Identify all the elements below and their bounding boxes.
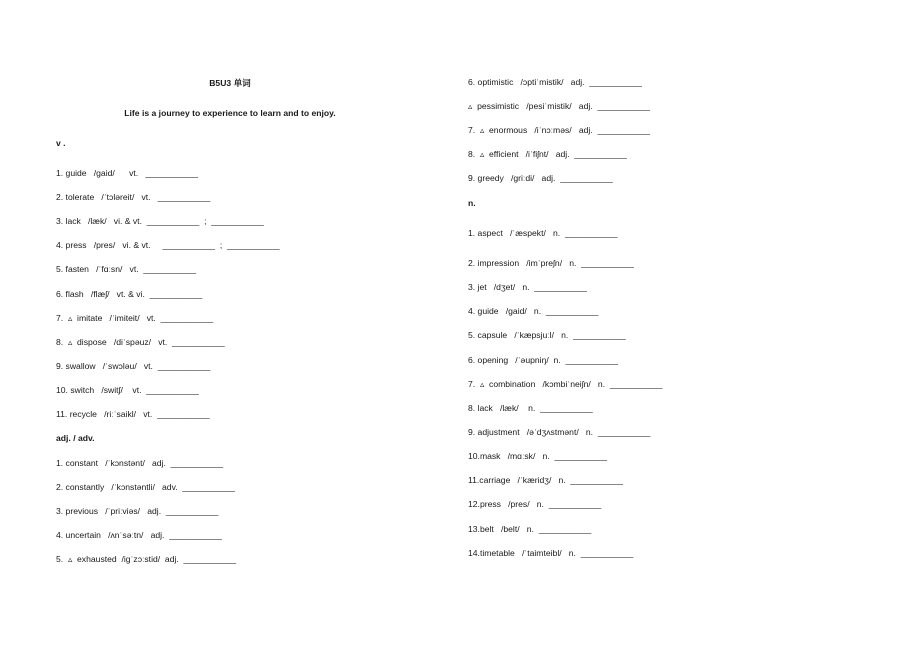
vocab-item: 7. ▵ imitate /ˈimiteit/ vt. ___________ bbox=[56, 313, 214, 323]
vocab-item: 2. impression /imˈpreʃn/ n. ___________ bbox=[468, 258, 634, 268]
vocab-item: 8. lack /læk/ n. ___________ bbox=[468, 403, 593, 413]
vocab-item: 1. guide /gaid/ vt. ___________ bbox=[56, 168, 198, 178]
vocab-item: 9. greedy /griːdi/ adj. ___________ bbox=[468, 173, 613, 183]
vocab-item: 5. fasten /ˈfɑːsn/ vt. ___________ bbox=[56, 264, 196, 274]
vocab-item: 5. ▵ exhausted /igˈzɔːstid/ adj. ___________ bbox=[56, 554, 237, 564]
adj-adv-heading: adj. / adv. bbox=[56, 433, 95, 443]
vocab-item: 3. jet /dʒet/ n. ___________ bbox=[468, 282, 587, 292]
vocab-item: 6. flash /flæʃ/ vt. & vi. ___________ bbox=[56, 289, 203, 299]
vocab-item: 2. constantly /ˈkɔnstəntli/ adv. ___________ bbox=[56, 482, 235, 492]
vocab-item: 1. constant /ˈkɔnstənt/ adj. ___________ bbox=[56, 458, 224, 468]
vocab-item: 11. recycle /riːˈsaikl/ vt. ___________ bbox=[56, 409, 210, 419]
vocab-item: 10. switch /switʃ/ vt. ___________ bbox=[56, 385, 199, 395]
motto: Life is a journey to experience to learn and to enjoy. bbox=[124, 108, 336, 118]
vocab-item: 3. previous /ˈpriːviəs/ adj. ___________ bbox=[56, 506, 219, 516]
vocab-item: 8. ▵ dispose /diˈspəuz/ vt. ___________ bbox=[56, 337, 225, 347]
vocab-item: 2. tolerate /ˈtɔləreit/ vt. ___________ bbox=[56, 192, 211, 202]
vocab-item: 1. aspect /ˈæspekt/ n. ___________ bbox=[468, 228, 618, 238]
vocab-item: 10.mask /mɑːsk/ n. ___________ bbox=[468, 451, 608, 461]
vocab-item: 11.carriage /ˈkæridʒ/ n. ___________ bbox=[468, 475, 624, 485]
page-title: B5U3 单词 bbox=[209, 78, 251, 88]
vocab-item: 9. swallow /ˈswɔləu/ vt. ___________ bbox=[56, 361, 211, 371]
vocab-item: 4. press /pres/ vi. & vt. ___________ ; ___________ bbox=[56, 240, 280, 250]
verbs-heading: v . bbox=[56, 138, 66, 148]
vocab-item: 3. lack /læk/ vi. & vt. ___________ ; ___________ bbox=[56, 216, 264, 226]
vocab-item: 7. ▵ combination /kɔmbiˈneiʃn/ n. ___________ bbox=[468, 379, 663, 389]
vocab-item: 4. uncertain /ʌnˈsəːtn/ adj. ___________ bbox=[56, 530, 222, 540]
vocab-item: 14.timetable /ˈtaimteibl/ n. ___________ bbox=[468, 548, 634, 558]
nouns-heading: n. bbox=[468, 198, 476, 208]
vocab-item: 6. opening /ˈəupniŋ/ n. ___________ bbox=[468, 355, 619, 365]
vocab-item: 8. ▵ efficient /iˈfiʃnt/ adj. ___________ bbox=[468, 149, 627, 159]
vocab-item: ▵ pessimistic /pesiˈmistik/ adj. ___________ bbox=[468, 101, 651, 111]
vocab-item: 6. optimistic /ɔptiˈmistik/ adj. ___________ bbox=[468, 77, 642, 87]
vocab-item: 13.belt /belt/ n. ___________ bbox=[468, 524, 592, 534]
vocab-item: 9. adjustment /əˈdʒʌstmənt/ n. ___________ bbox=[468, 427, 651, 437]
vocab-item: 5. capsule /ˈkæpsjuːl/ n. ___________ bbox=[468, 330, 626, 340]
vocab-item: 7. ▵ enormous /iˈnɔːməs/ adj. ___________ bbox=[468, 125, 651, 135]
vocab-item: 12.press /pres/ n. ___________ bbox=[468, 499, 602, 509]
vocab-item: 4. guide /gaid/ n. ___________ bbox=[468, 306, 599, 316]
